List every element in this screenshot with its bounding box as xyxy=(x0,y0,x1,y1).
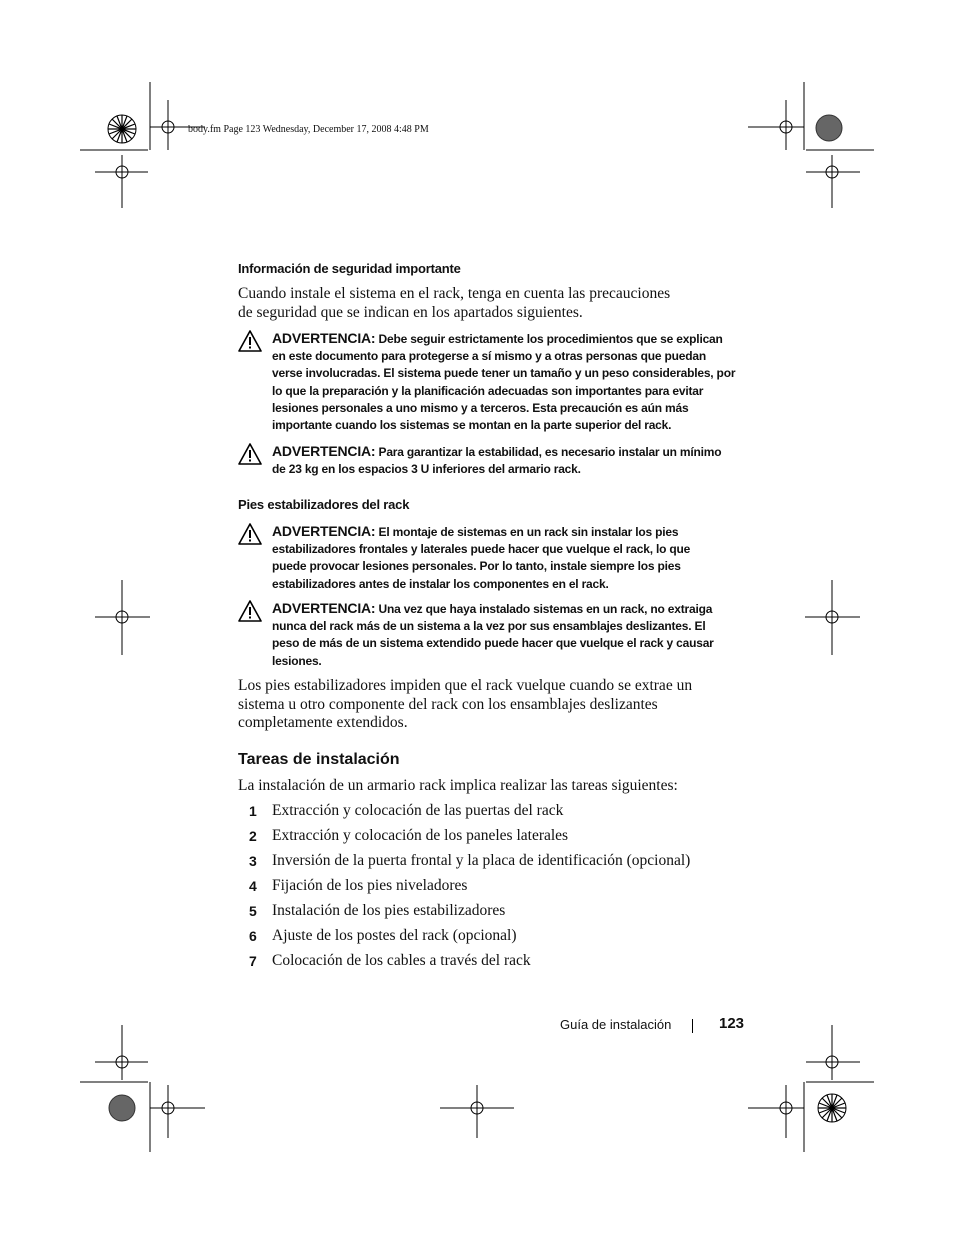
list-item-number: 4 xyxy=(249,878,257,894)
safety-heading: Información de seguridad importante xyxy=(238,261,461,276)
warning-text: El montaje de sistemas en un rack sin instalar los pies estabilizadores frontales y laterales puede hacer que vuelque el rack, lo que puede provocar lesiones personales. Por lo tanto, instale siempre los pies estabilizadores antes de instalar los componentes en el rack. xyxy=(272,525,691,591)
list-item-number: 1 xyxy=(249,803,257,819)
list-item-label: Ajuste de los postes del rack (opcional) xyxy=(272,927,517,944)
gray-dot-mark xyxy=(107,1093,137,1123)
list-item-label: Extracción y colocación de las puertas del rack xyxy=(272,802,564,819)
warning-label: ADVERTENCIA: xyxy=(272,443,376,459)
warning-icon xyxy=(238,523,262,545)
gray-dot-mark xyxy=(814,113,844,143)
warning-label: ADVERTENCIA: xyxy=(272,330,376,346)
warning-icon xyxy=(238,600,262,622)
tasks-intro: La instalación de un armario rack implica realizar las tareas siguientes: xyxy=(238,777,678,794)
stabilizers-body: Los pies estabilizadores impiden que el rack vuelque cuando se extrae un sistema u otro componente del rack con los ensamblajes deslizantes completamente extendidos. xyxy=(238,677,693,731)
list-item-label: Instalación de los pies estabilizadores xyxy=(272,902,506,919)
file-info-header: body.fm Page 123 Wednesday, December 17, 2008 4:48 PM xyxy=(188,124,429,135)
warning-block xyxy=(238,443,738,478)
footer-divider xyxy=(692,1019,693,1033)
list-item-label: Inversión de la puerta frontal y la placa de identificación (opcional) xyxy=(272,852,691,869)
starburst-mark xyxy=(106,113,138,145)
warning-label: ADVERTENCIA: xyxy=(272,523,376,539)
stabilizers-heading: Pies estabilizadores del rack xyxy=(238,497,410,512)
list-item-number: 5 xyxy=(249,903,257,919)
warning-text: Para garantizar la estabilidad, es necesario instalar un mínimo de 23 kg en los espacios 3 U inferiores del armario rack. xyxy=(272,445,722,477)
list-item-label: Colocación de los cables a través del rack xyxy=(272,952,531,969)
tasks-heading: Tareas de instalación xyxy=(238,751,400,768)
list-item-number: 3 xyxy=(249,853,257,869)
page-number: 123 xyxy=(719,1015,745,1032)
safety-intro: Cuando instale el sistema en el rack, tenga en cuenta las precauciones de seguridad que se indican en los apartados siguientes. xyxy=(238,285,671,321)
warning-icon xyxy=(238,443,262,465)
list-item-number: 7 xyxy=(249,953,257,969)
list-item-label: Extracción y colocación de los paneles laterales xyxy=(272,827,569,844)
list-item-number: 2 xyxy=(249,828,257,844)
starburst-mark xyxy=(816,1092,848,1124)
warning-label: ADVERTENCIA: xyxy=(272,600,376,616)
warning-text: Una vez que haya instalado sistemas en un rack, no extraiga nunca del rack más de un sistema a la vez por sus ensamblajes deslizantes. El peso de más de un sistema extendido puede hacer que vuelque el rack y causar lesiones. xyxy=(272,602,714,668)
footer-guide-title: Guía de instalación xyxy=(560,1017,672,1032)
list-item-number: 6 xyxy=(249,928,257,944)
warning-block xyxy=(238,523,738,593)
warning-block xyxy=(238,600,738,670)
list-item-label: Fijación de los pies niveladores xyxy=(272,877,468,894)
warning-icon xyxy=(238,330,262,352)
warning-text: Debe seguir estrictamente los procedimientos que se explican en este documento para protegerse a sí mismo y a otras personas que puedan verse involucradas. El sistema puede tener un tamaño y un peso considerables, por lo que la preparación y la planificación adecuadas son importantes para evitar lesiones personales a uno mismo y a terceros. Esta precaución es aún más importante cuando los sistemas se montan en la parte superior del rack. xyxy=(272,332,736,433)
warning-block xyxy=(238,330,738,434)
